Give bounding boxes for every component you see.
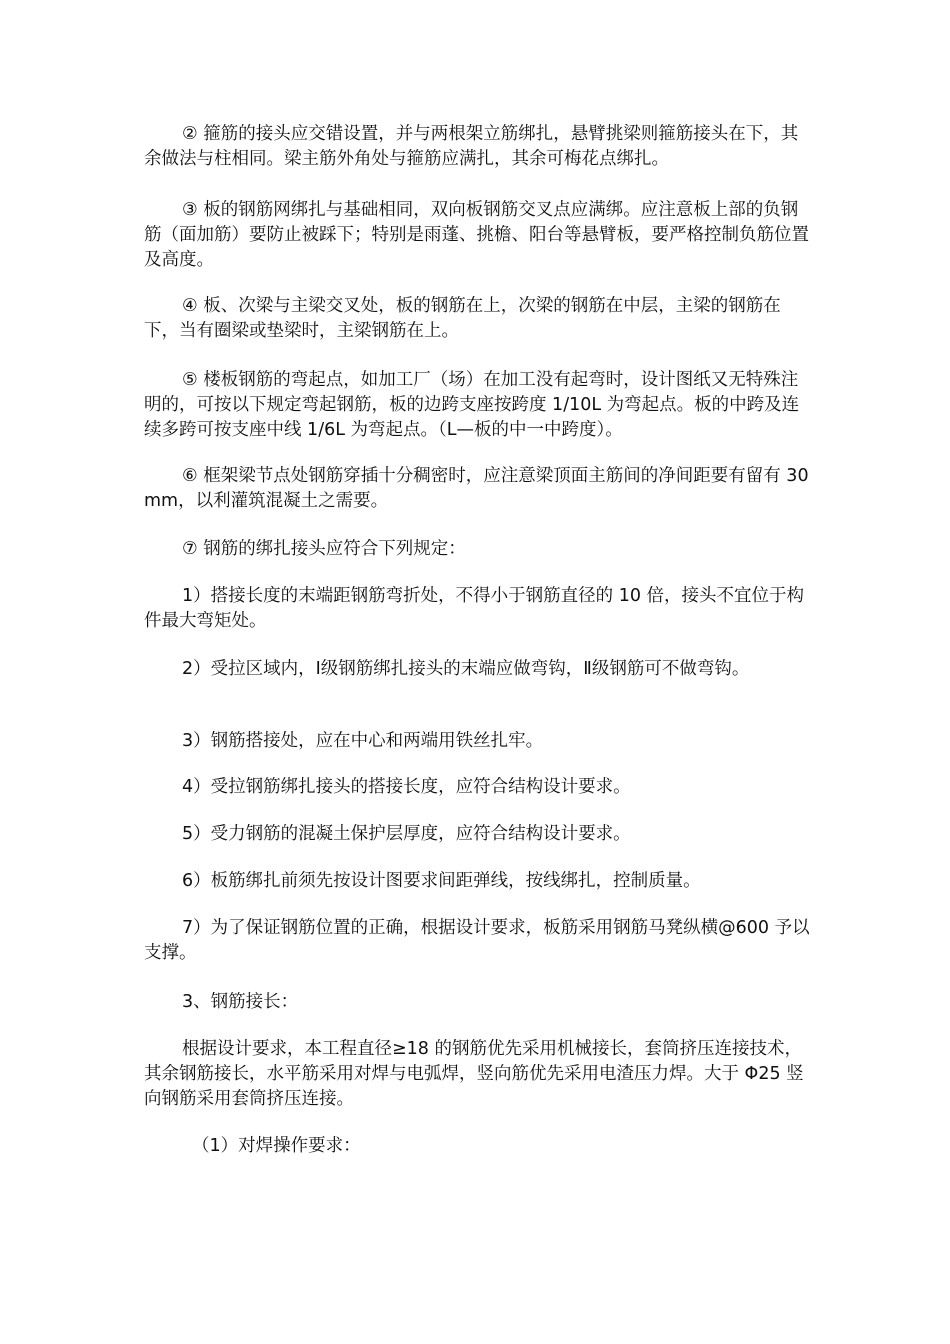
paragraph-frame-joint: ⑥ 框架梁节点处钢筋穿插十分稠密时，应注意梁顶面主筋间的净间距要有留有 30mm，以利灌筑混凝土之需要。: [144, 466, 809, 511]
list-item-layout-lines: 6）板筋绑扎前须先按设计图要求间距弹线，按线绑扎，控制质量。: [182, 871, 701, 891]
paragraph-bend-points: ⑤ 楼板钢筋的弯起点，如加工厂（场）在加工没有起弯时，设计图纸又无特殊注明的，可按以下规定弯起钢筋，板的边跨支座按跨度 1/10L 为弯起点。板的中跨及连续多跨可按支座中线 1/6L 为弯起点。（L—板的中一中跨度）。: [144, 370, 800, 440]
paragraph-slab-mesh: ③ 板的钢筋网绑扎与基础相同，双向板钢筋交叉点应满绑。应注意板上部的负钢筋（面加筋）要防止被踩下；特别是雨蓬、挑檐、阳台等悬臂板，要严格控制负筋位置及高度。: [144, 200, 809, 270]
list-item-tie-wire: 3）钢筋搭接处，应在中心和两端用铁丝扎牢。: [182, 731, 544, 751]
list-item-hooks: 2）受拉区域内，Ⅰ级钢筋绑扎接头的末端应做弯钩，Ⅱ级钢筋可不做弯钩。: [182, 659, 750, 679]
section-heading-splicing: 3、钢筋接长：: [182, 992, 299, 1012]
list-item-cover-thickness: 5）受力钢筋的混凝土保护层厚度，应符合结构设计要求。: [182, 824, 631, 844]
list-item-lap-requirement: 4）受拉钢筋绑扎接头的搭接长度，应符合结构设计要求。: [182, 777, 631, 797]
list-item-bar-chairs: 7）为了保证钢筋位置的正确，根据设计要求，板筋采用钢筋马凳纵横@600 予以支撑。: [144, 918, 810, 963]
paragraph-lap-rules-heading: ⑦ 钢筋的绑扎接头应符合下列规定：: [182, 539, 466, 559]
subheading-butt-welding: （1）对焊操作要求：: [192, 1136, 361, 1156]
paragraph-beam-intersection: ④ 板、次梁与主梁交叉处，板的钢筋在上，次梁的钢筋在中层，主梁的钢筋在下，当有圈梁或垫梁时，主梁钢筋在上。: [144, 296, 781, 341]
paragraph-stirrup-joints: ② 箍筋的接头应交错设置，并与两根架立筋绑扎，悬臂挑梁则箍筋接头在下，其余做法与柱相同。梁主筋外角处与箍筋应满扎，其余可梅花点绑扎。: [144, 124, 799, 169]
paragraph-splicing-methods: 根据设计要求，本工程直径≥18 的钢筋优先采用机械接长，套筒挤压连接技术，其余钢筋接长，水平筋采用对焊与电弧焊，竖向筋优先采用电渣压力焊。大于 Φ25 竖向钢筋采用套筒挤压连接。: [144, 1039, 804, 1109]
list-item-lap-length: 1）搭接长度的末端距钢筋弯折处，不得小于钢筋直径的 10 倍，接头不宜位于构件最大弯矩处。: [144, 586, 805, 631]
